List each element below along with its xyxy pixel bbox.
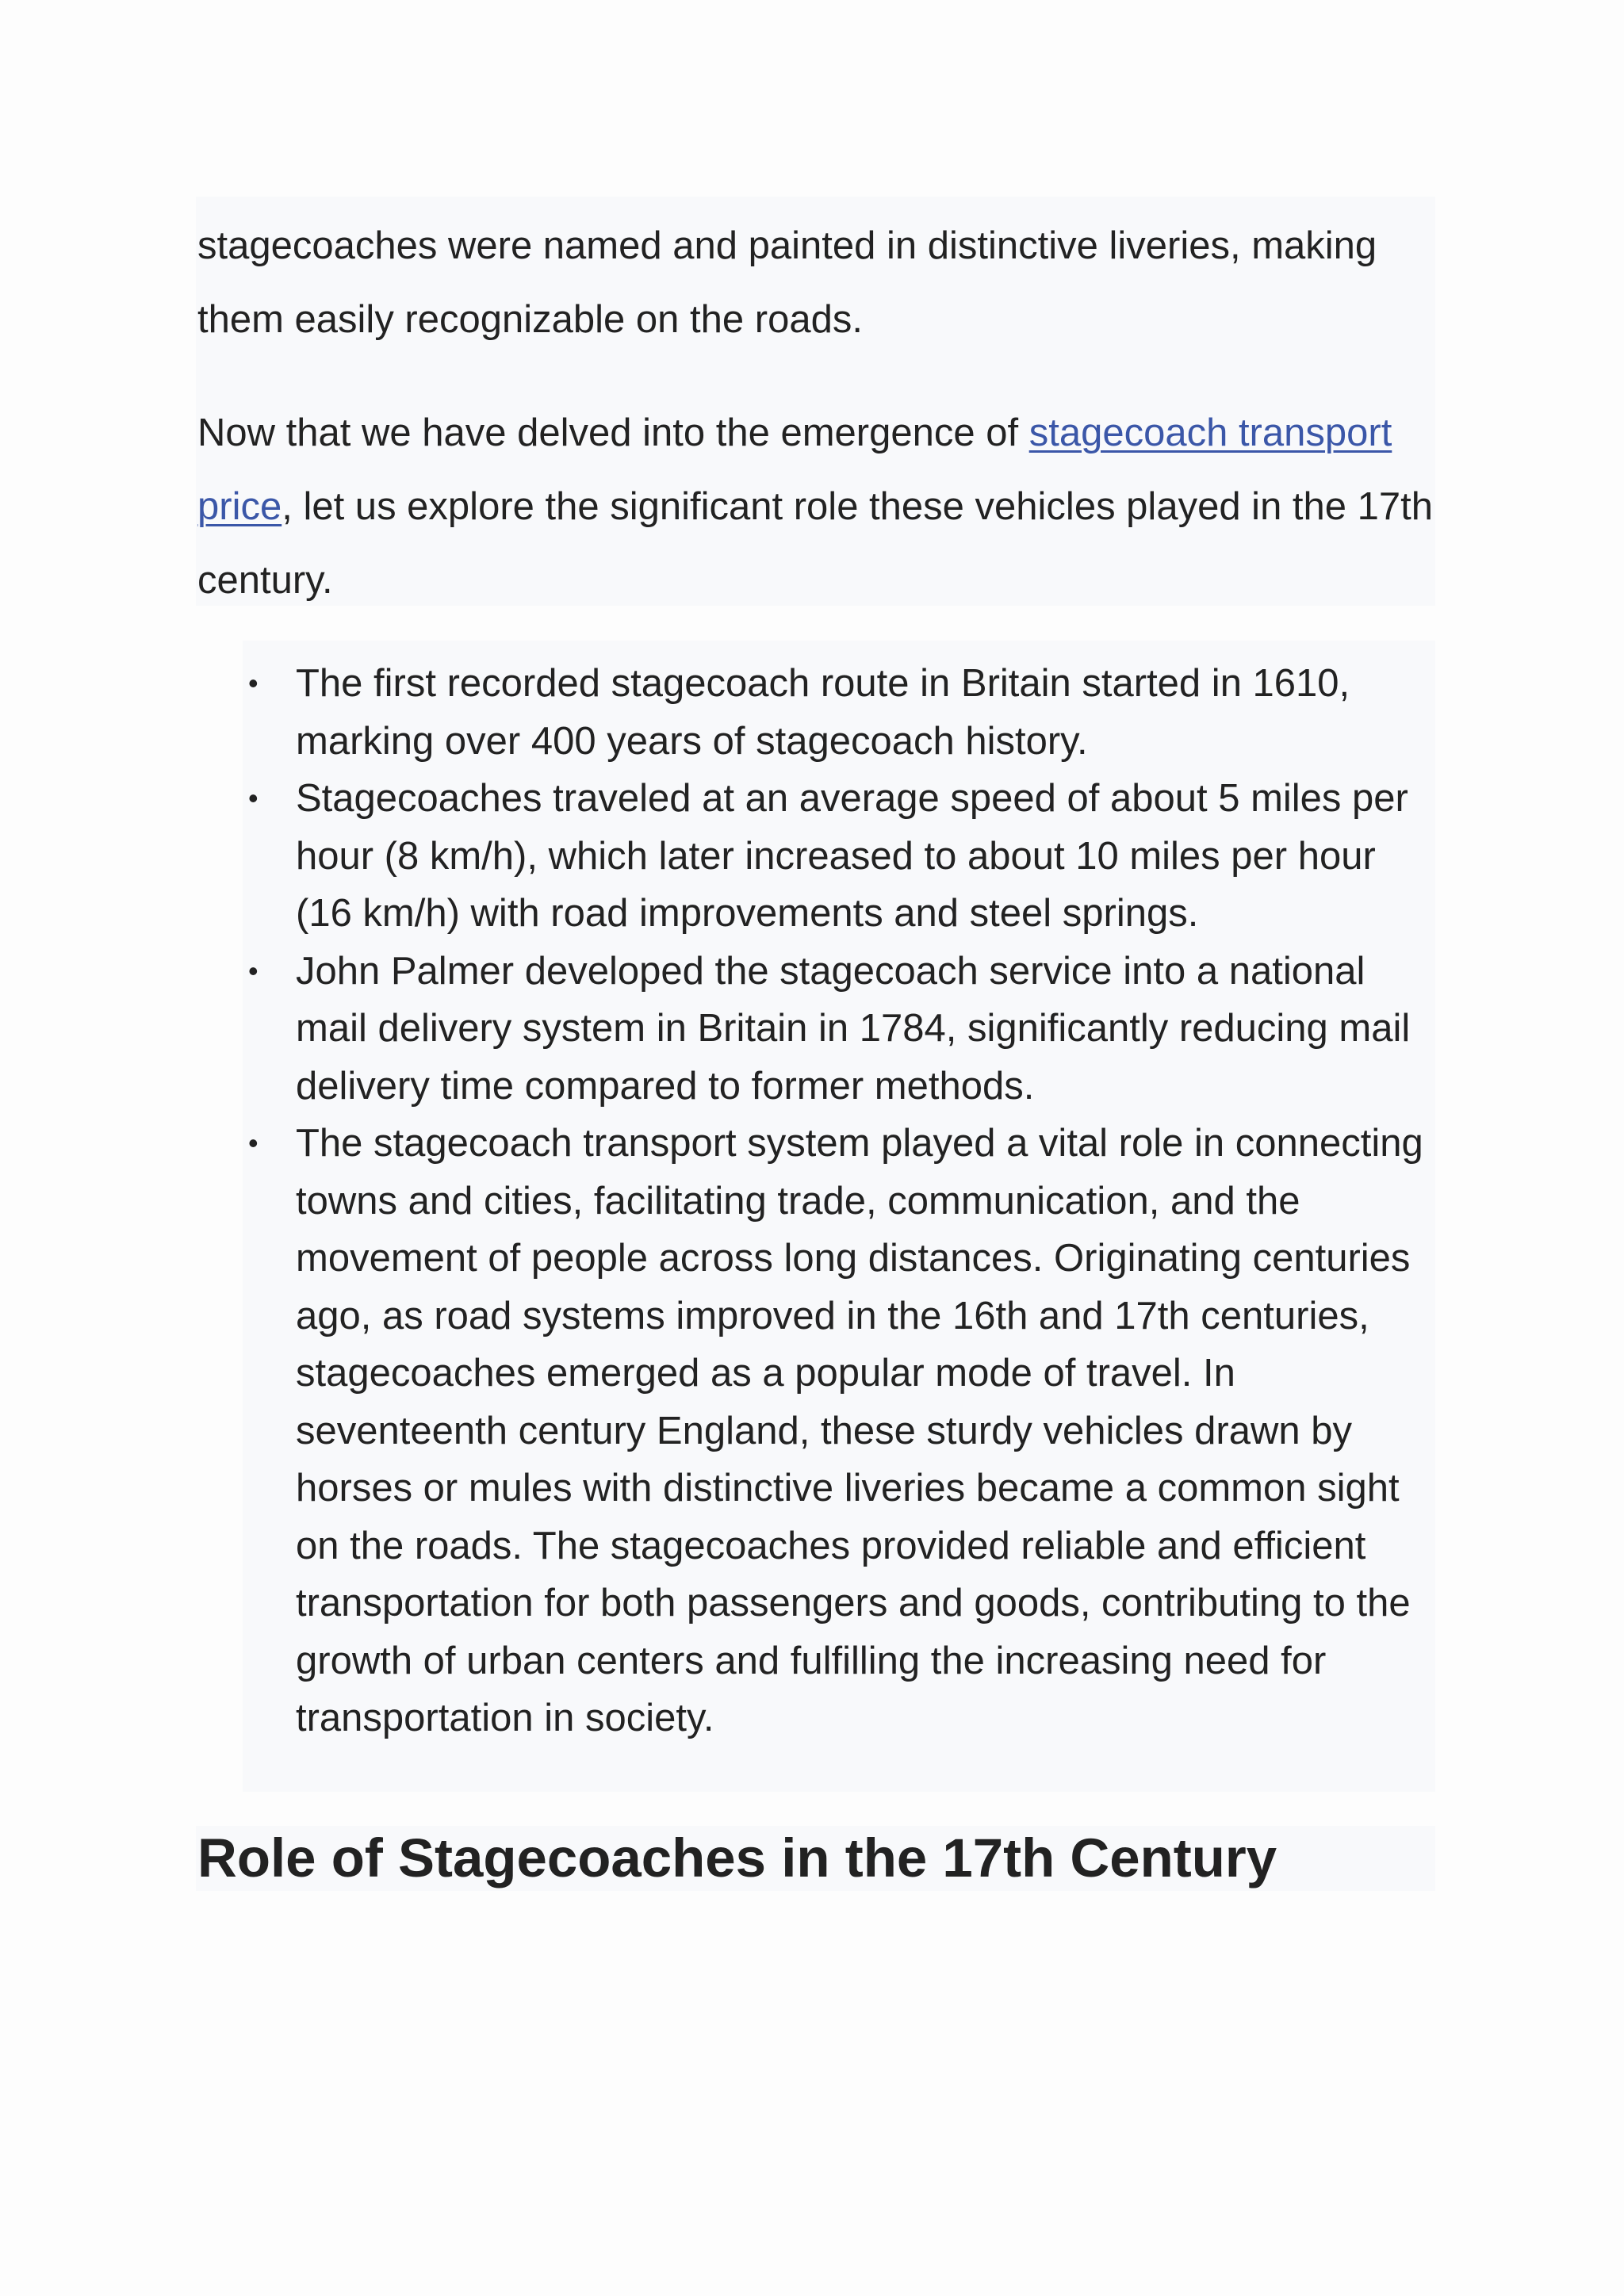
list-item — [243, 770, 1435, 943]
bullet-icon: • — [248, 782, 259, 814]
list-item-text: John Palmer developed the stagecoach service into a national mail delivery system in Britain in 1784, significantly reducing mail delivery time compared to former methods. — [296, 949, 1411, 1108]
facts-list — [243, 655, 1435, 1747]
bullet-icon: • — [248, 1127, 259, 1159]
intro-section — [196, 197, 1435, 606]
section-heading: Role of Stagecoaches in the 17th Century — [197, 1827, 1277, 1888]
paragraph-transition — [197, 396, 1435, 618]
list-item — [243, 655, 1435, 770]
facts-list-section — [243, 641, 1435, 1792]
section-heading-container — [196, 1826, 1435, 1891]
list-item-text: The stagecoach transport system played a vital role in connecting towns and cities, facilitating trade, communication, and the movement of people across long distances. Originating centuries ago, as road systems improved in the 16th and 17th centuries, stagecoaches emerged as a popular mode of travel. In seventeenth century England, these sturdy vehicles drawn by horses or mules with distinctive liveries became a common sight on the roads. The stagecoaches provided reliable and efficient transportation for both passengers and goods, contributing to the growth of urban centers and fulfilling the increasing need for transportation in society. — [296, 1122, 1423, 1739]
bullet-icon: • — [248, 667, 259, 699]
list-item — [243, 943, 1435, 1115]
list-item-text: Stagecoaches traveled at an average speed of about 5 miles per hour (8 km/h), which later increased to about 10 miles per hour (16 km/h) with road improvements and steel springs. — [296, 777, 1408, 935]
bullet-icon: • — [248, 954, 259, 987]
paragraph-transition-start: Now that we have delved into the emergence of — [197, 411, 1029, 454]
paragraph-liveries: stagecoaches were named and painted in distinctive liveries, making them easily recognizable on the roads. — [197, 224, 1377, 341]
list-item — [243, 1115, 1435, 1747]
list-item-text: The first recorded stagecoach route in Britain started in 1610, marking over 400 years of stagecoach history. — [296, 662, 1350, 763]
paragraph-transition-end: , let us explore the significant role these vehicles played in the 17th century. — [197, 485, 1434, 602]
stagecoach-transport-price-link[interactable]: stagecoach transport price — [197, 411, 1392, 528]
